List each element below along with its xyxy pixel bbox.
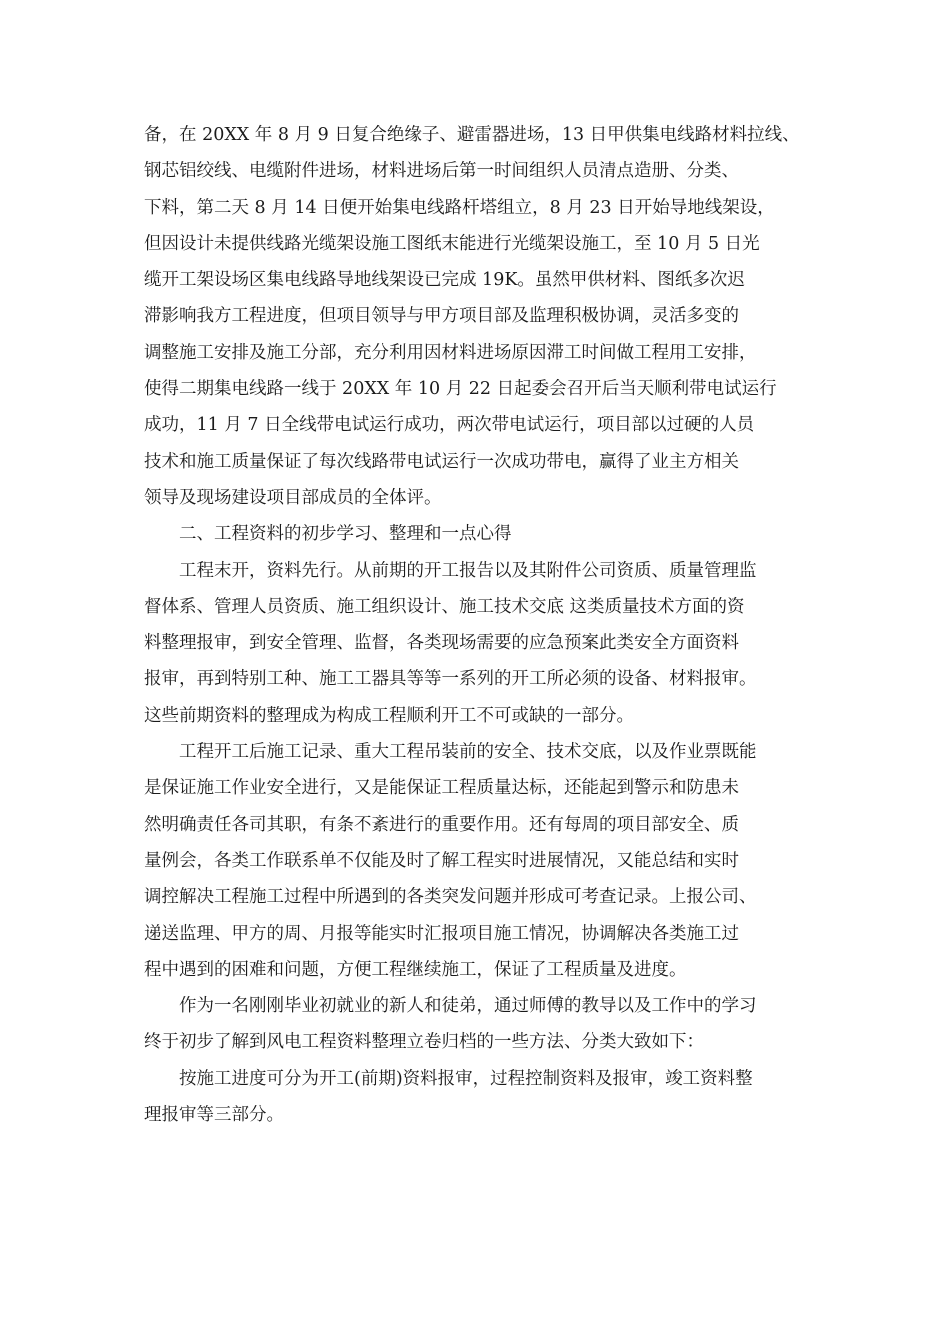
- text-line-content: 钢芯铝绞线、电缆附件进场，材料进场后第一时间组织人员清点造册、分类、: [144, 161, 739, 182]
- text-line-content: 作为一名刚刚毕业初就业的新人和徒弟，通过师傅的教导以及工作中的学习: [179, 996, 757, 1017]
- text-line: [144, 952, 820, 988]
- text-line: [144, 1024, 820, 1060]
- text-line-content: 报审，再到特别工种、施工工器具等等一系列的开工所必须的设备、材料报审。: [144, 669, 757, 690]
- text-line-content: 递送监理、甲方的周、月报等能实时汇报项目施工情况，协调解决各类施工过: [144, 923, 739, 944]
- text-line-content: 料整理报审，到安全管理、监督，各类现场需要的应急预案此类安全方面资料: [144, 633, 739, 654]
- text-line-content: 调控解决工程施工过程中所遇到的各类突发问题并形成可考查记录。上报公司、: [144, 887, 757, 908]
- text-line: [144, 661, 820, 697]
- text-line-content: 使得二期集电线路一线于 20XX 年 10 月 22 日起委会召开后当天顺利带电试运行: [144, 379, 777, 400]
- text-line-content: 二、工程资料的初步学习、整理和一点心得: [179, 524, 512, 545]
- text-line: [144, 153, 820, 189]
- text-line: [144, 770, 820, 806]
- text-line: [144, 117, 820, 153]
- text-line-content: 程中遇到的困难和问题，方便工程继续施工，保证了工程质量及进度。: [144, 959, 687, 980]
- text-line-content: 然明确责任各司其职，有条不紊进行的重要作用。还有每周的项目部安全、质: [144, 814, 739, 835]
- text-line-content: 技术和施工质量保证了每次线路带电试运行一次成功带电，赢得了业主方相关: [144, 451, 739, 472]
- text-line: [144, 190, 820, 226]
- text-line: [144, 516, 820, 552]
- text-line: [144, 698, 820, 734]
- text-line: [144, 843, 820, 879]
- text-line-content: 缆开工架设场区集电线路导地线架设已完成 19K。虽然甲供材料、图纸多次迟: [144, 270, 745, 291]
- text-line: [144, 553, 820, 589]
- text-line-content: 这些前期资料的整理成为构成工程顺利开工不可或缺的一部分。: [144, 705, 634, 726]
- text-line: [144, 734, 820, 770]
- text-line: [144, 444, 820, 480]
- text-line-content: 终于初步了解到风电工程资料整理立卷归档的一些方法、分类大致如下：: [144, 1032, 704, 1053]
- text-line: [144, 1097, 820, 1133]
- text-line: [144, 480, 820, 516]
- text-line: [144, 407, 820, 443]
- text-line-content: 领导及现场建设项目部成员的全体评。: [144, 487, 442, 508]
- text-line-content: 下料，第二天 8 月 14 日便开始集电线路杆塔组立，8 月 23 日开始导地线架设，: [144, 197, 775, 218]
- text-line: [144, 589, 820, 625]
- text-line: [144, 1061, 820, 1097]
- text-line-content: 是保证施工作业安全进行，又是能保证工程质量达标，还能起到警示和防患未: [144, 778, 739, 799]
- text-line: [144, 625, 820, 661]
- text-line-content: 督体系、管理人员资质、施工组织设计、施工技术交底 这类质量技术方面的资: [144, 596, 745, 617]
- text-line: [144, 226, 820, 262]
- text-line: [144, 298, 820, 334]
- text-line-content: 但因设计未提供线路光缆架设施工图纸末能进行光缆架设施工，至 10 月 5 日光: [144, 233, 760, 254]
- text-line: [144, 335, 820, 371]
- text-line-content: 调整施工安排及施工分部，充分利用因材料进场原因滞工时间做工程用工安排，: [144, 342, 757, 363]
- document-body: [144, 117, 820, 1133]
- text-line-content: 量例会，各类工作联系单不仅能及时了解工程实时进展情况，又能总结和实时: [144, 850, 739, 871]
- text-line-content: 滞影响我方工程进度，但项目领导与甲方项目部及监理积极协调，灵活多变的: [144, 306, 739, 327]
- text-line: [144, 262, 820, 298]
- text-line-content: 按施工进度可分为开工(前期)资料报审，过程控制资料及报审，竣工资料整: [179, 1068, 753, 1089]
- text-line-content: 理报审等三部分。: [144, 1105, 284, 1126]
- text-line: [144, 988, 820, 1024]
- text-line: [144, 879, 820, 915]
- text-line: [144, 916, 820, 952]
- text-line-content: 工程开工后施工记录、重大工程吊装前的安全、技术交底，以及作业票既能: [179, 742, 757, 763]
- text-line-content: 成功，11 月 7 日全线带电试运行成功，两次带电试运行，项目部以过硬的人员: [144, 415, 755, 436]
- text-line: [144, 807, 820, 843]
- text-line-content: 工程末开，资料先行。从前期的开工报告以及其附件公司资质、质量管理监: [179, 560, 757, 581]
- text-line-content: 备，在 20XX 年 8 月 9 日复合绝缘子、避雷器进场，13 日甲供集电线路材料拉线、: [144, 125, 800, 145]
- text-line: [144, 371, 820, 407]
